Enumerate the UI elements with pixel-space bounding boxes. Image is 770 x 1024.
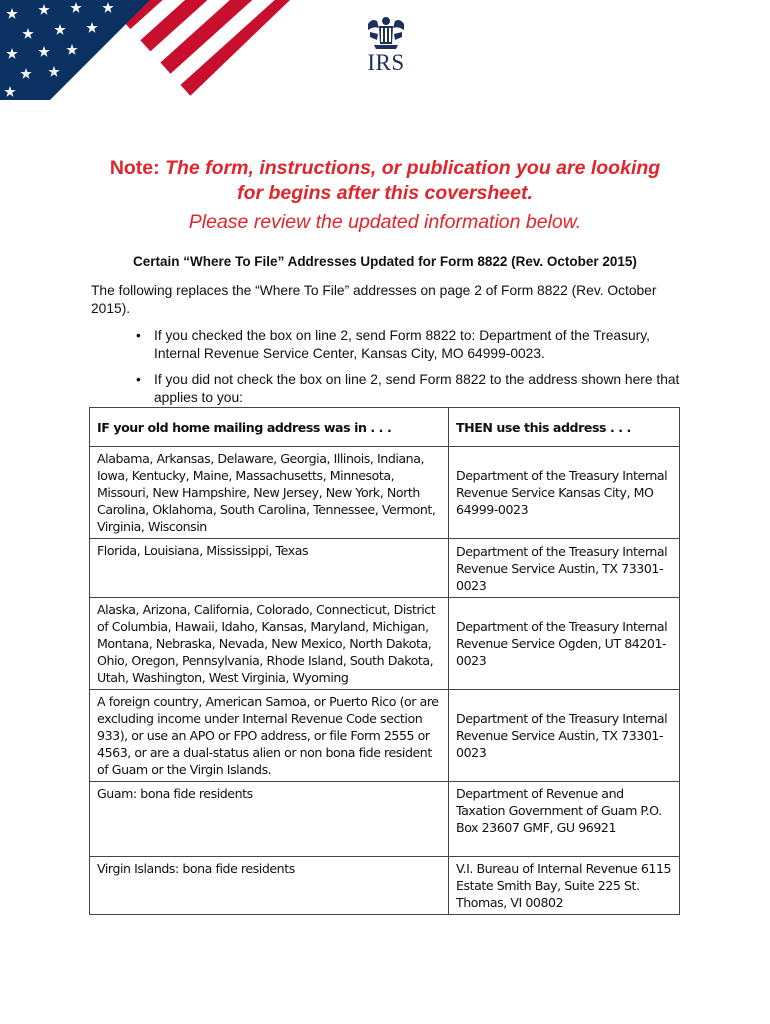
- american-flag-graphic: [0, 0, 290, 100]
- table-row: [90, 857, 680, 915]
- eagle-icon: [364, 14, 408, 50]
- note-prefix: Note:: [109, 157, 166, 179]
- column-header-new-address: THEN use this address . . .: [449, 408, 680, 447]
- table-cell-states: Florida, Louisiana, Mississippi, Texas: [90, 539, 449, 598]
- bullet-mark: •: [136, 328, 141, 343]
- table-header-row: [90, 408, 680, 447]
- table-row: [90, 782, 680, 857]
- table-cell-states: Guam: bona fide residents: [90, 782, 449, 857]
- table-cell-address: V.I. Bureau of Internal Revenue 6115 Estate Smith Bay, Suite 225 St. Thomas, VI 00802: [449, 857, 680, 915]
- coversheet-note: [60, 156, 710, 206]
- table-cell-states: A foreign country, American Samoa, or Puerto Rico (or are excluding income under Internal Revenue Code section 933), or use an APO or FPO address, or file Form 2555 or 4563, or are a dual-status alien or non bona fide resident of Guam or the Virgin Islands.: [90, 690, 449, 782]
- table-cell-address: Department of the Treasury Internal Revenue Service Austin, TX 73301-0023: [449, 539, 680, 598]
- table-row: [90, 598, 680, 690]
- update-heading: Certain “Where To File” Addresses Updated for Form 8822 (Rev. October 2015): [133, 254, 637, 269]
- bullet-item-checked-box: [136, 327, 694, 363]
- table-row: [90, 539, 680, 598]
- note-line-1: The form, instructions, or publication you are looking: [165, 157, 661, 179]
- bullet-text: If you checked the box on line 2, send Form 8822 to: Department of the Treasury, Internal Revenue Service Center, Kansas City, MO 64999-0023.: [154, 328, 650, 361]
- irs-logo-text: IRS: [367, 50, 405, 75]
- review-notice: Please review the updated information below.: [188, 211, 582, 233]
- table-row: [90, 690, 680, 782]
- bullet-text: If you did not check the box on line 2, send Form 8822 to the address shown here that applies to you:: [154, 372, 680, 405]
- table-cell-states: Virgin Islands: bona fide residents: [90, 857, 449, 915]
- bullet-item-unchecked-box: [136, 371, 694, 407]
- table-row: [90, 447, 680, 539]
- intro-paragraph: The following replaces the “Where To File” addresses on page 2 of Form 8822 (Rev. October 2015).: [91, 283, 657, 316]
- table-cell-address: Department of the Treasury Internal Revenue Service Kansas City, MO 64999-0023: [449, 447, 680, 539]
- irs-logo: [360, 14, 412, 74]
- table-cell-address: Department of the Treasury Internal Revenue Service Ogden, UT 84201-0023: [449, 598, 680, 690]
- where-to-file-table: [89, 407, 680, 915]
- note-line-2: for begins after this coversheet.: [237, 182, 533, 204]
- column-header-old-address: IF your old home mailing address was in . . .: [90, 408, 449, 447]
- table-cell-states: Alabama, Arkansas, Delaware, Georgia, Illinois, Indiana, Iowa, Kentucky, Maine, Massachusetts, Minnesota, Missouri, New Hampshire, New Jersey, New York, North Carolina, Oklahoma, South Carolina, Tennessee, Vermont, Virginia, Wisconsin: [90, 447, 449, 539]
- table-cell-address: Department of Revenue and Taxation Government of Guam P.O. Box 23607 GMF, GU 96921: [449, 782, 680, 857]
- table-cell-address: Department of the Treasury Internal Revenue Service Austin, TX 73301-0023: [449, 690, 680, 782]
- bullet-mark: •: [136, 372, 141, 387]
- table-cell-states: Alaska, Arizona, California, Colorado, Connecticut, District of Columbia, Hawaii, Idaho, Kansas, Maryland, Michigan, Montana, Nebraska, Nevada, New Mexico, North Dakota, Ohio, Oregon, Pennsylvania, Rhode Island, South Dakota, Utah, Washington, West Virginia, Wyoming: [90, 598, 449, 690]
